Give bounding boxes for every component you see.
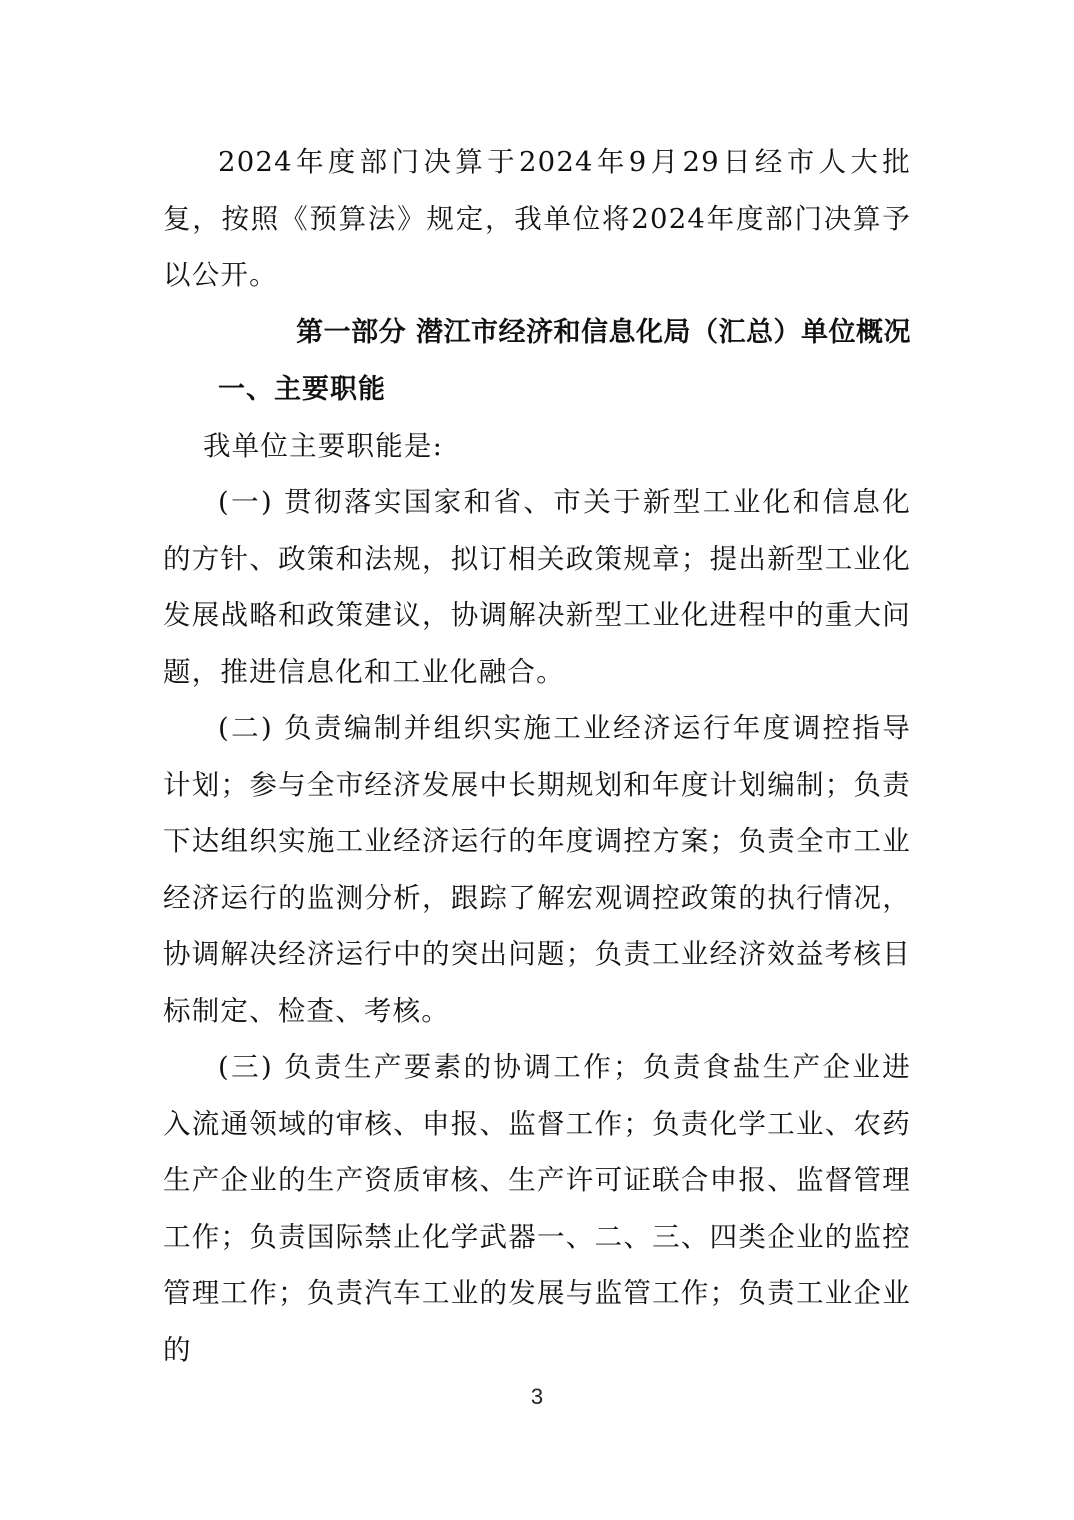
duty-paragraph-2: (二) 负责编制并组织实施工业经济运行年度调控指导计划；参与全市经济发展中长期规划和年度计划编制；负责下达组织实施工业经济运行的年度调控方案；负责全市工业经济运行的监测分析，跟踪了解宏观调控政策的执行情况，协调解决经济运行中的突出问题；负责工业经济效益考核目标制定、检查、考核。 (163, 712, 911, 1027)
opening-paragraph: 2024年度部门决算于2024年9月29日经市人大批复，按照《预算法》规定，我单位将2024年度部门决算予以公开。 (163, 146, 911, 291)
page-number: 3 (530, 1384, 544, 1409)
intro-line: 我单位主要职能是: (203, 429, 444, 462)
part-title: 第一部分 潜江市经济和信息化局（汇总）单位概况 (296, 316, 911, 348)
duty-paragraph-3: (三) 负责生产要素的协调工作；负责食盐生产企业进入流通领域的审核、申报、监督工作；负责化学工业、农药生产企业的生产资质审核、生产许可证联合申报、监督管理工作；负责国际禁止化学武器一、二、三、四类企业的监控管理工作；负责汽车工业的发展与监管工作；负责工业企业的 (163, 1051, 911, 1366)
section-title: 一、主要职能 (218, 373, 386, 405)
document-body (163, 134, 911, 1378)
duty-paragraph-1: (一) 贯彻落实国家和省、市关于新型工业化和信息化的方针、政策和法规，拟订相关政策规章；提出新型工业化发展战略和政策建议，协调解决新型工业化进程中的重大问题，推进信息化和工业化融合。 (163, 486, 911, 688)
